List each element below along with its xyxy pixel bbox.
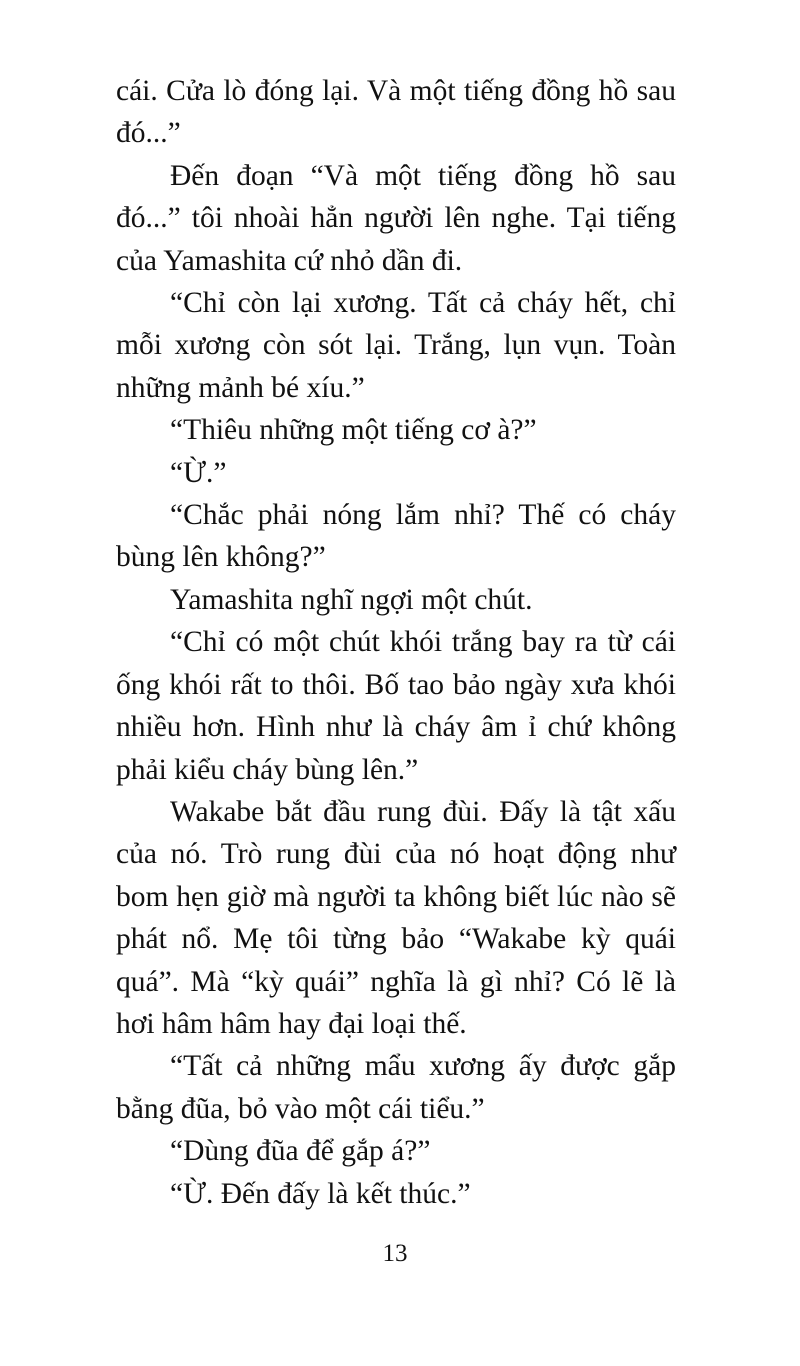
paragraph: Yamashita nghĩ ngợi một chút. [170,583,533,616]
page-number: 13 [382,1240,408,1267]
book-page-text [116,70,676,1215]
paragraph: “Ừ.” [170,456,227,489]
paragraph: “Chỉ có một chút khói trắng bay ra từ cái ống khói rất to thôi. Bố tao bảo ngày xưa khói nhiều hơn. Hình như là cháy âm ỉ chứ không phải kiểu cháy bùng lên.” [116,626,676,786]
paragraph: Wakabe bắt đầu rung đùi. Đấy là tật xấu của nó. Trò rung đùi của nó hoạt động như bom hẹn giờ mà người ta không biết lúc nào sẽ phát nổ. Mẹ tôi từng bảo “Wakabe kỳ quái quá”. Mà “kỳ quái” nghĩa là gì nhỉ? Có lẽ là hơi hâm hâm hay đại loại thế. [116,795,676,1040]
paragraph: “Ừ. Đến đấy là kết thúc.” [170,1177,471,1210]
paragraph: “Chắc phải nóng lắm nhỉ? Thế có cháy bùng lên không?” [116,499,676,574]
paragraph: “Dùng đũa để gắp á?” [170,1135,431,1168]
paragraph: “Thiêu những một tiếng cơ à?” [170,414,537,447]
paragraph-continued: cái. Cửa lò đóng lại. Và một tiếng đồng hồ sau đó...” [116,75,676,150]
paragraph: “Tất cả những mẩu xương ấy được gắp bằng đũa, bỏ vào một cái tiểu.” [116,1050,676,1125]
paragraph: Đến đoạn “Và một tiếng đồng hồ sau đó...” tôi nhoài hẳn người lên nghe. Tại tiếng của Yamashita cứ nhỏ dần đi. [116,159,676,277]
paragraph: “Chỉ còn lại xương. Tất cả cháy hết, chỉ mỗi xương còn sót lại. Trắng, lụn vụn. Toàn những mảnh bé xíu.” [116,287,676,404]
